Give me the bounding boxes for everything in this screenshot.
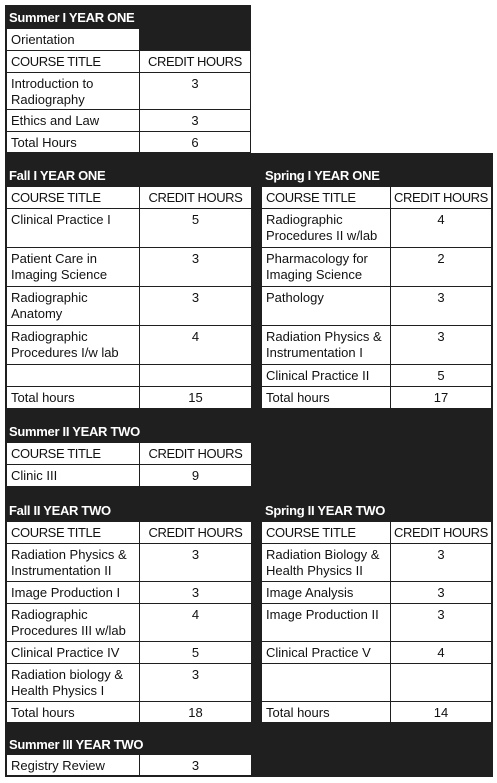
summer2-col-credit-hours: CREDIT HOURS [140, 443, 251, 464]
summer1-total-value: 6 [140, 132, 250, 152]
spring1-credit-3: 3 [391, 287, 491, 325]
spring2-credit-3: 3 [391, 604, 491, 641]
fall2-col-credit-hours: CREDIT HOURS [140, 522, 251, 543]
spring1-title: Spring I YEAR ONE [265, 168, 380, 183]
fall1-course-3: Radiographic Anatomy [7, 287, 139, 325]
fall1-empty-credit-cell [140, 365, 251, 386]
spring1-course-2: Pharmacology for Imaging Science [262, 248, 390, 286]
spring1-course-1: Radiographic Procedures II w/lab [262, 209, 390, 247]
fall1-credit-2: 3 [140, 248, 251, 286]
spring1-credit-2: 2 [391, 248, 491, 286]
summer2-credit-1: 9 [140, 465, 251, 486]
spring1-credit-4: 3 [391, 326, 491, 364]
fall1-credit-1: 5 [140, 209, 251, 247]
summer1-col-course-title: COURSE TITLE [7, 51, 139, 72]
summer1-course-2: Ethics and Law [7, 110, 139, 131]
fall2-title: Fall II YEAR TWO [9, 503, 111, 518]
fall2-course-5: Radiation biology & Health Physics I [7, 664, 139, 701]
spring2-course-1: Radiation Biology & Health Physics II [262, 544, 390, 581]
fall1-total-value: 15 [140, 387, 251, 408]
fall1-credit-3: 3 [140, 287, 251, 325]
spring1-total-label: Total hours [262, 387, 390, 408]
fall2-credit-5: 3 [140, 664, 251, 701]
spring2-col-course-title: COURSE TITLE [262, 522, 390, 543]
summer1-orientation: Orientation [7, 29, 139, 50]
spring2-title: Spring II YEAR TWO [265, 503, 386, 518]
spring1-total-value: 17 [391, 387, 491, 408]
fall2-course-3: Radiographic Procedures III w/lab [7, 604, 139, 641]
spring1-col-credit-hours: CREDIT HOURS [391, 187, 491, 208]
spring1-course-5: Clinical Practice II [262, 365, 390, 386]
spring2-course-2: Image Analysis [262, 582, 390, 603]
fall2-credit-3: 4 [140, 604, 251, 641]
fall1-empty-cell [7, 365, 139, 386]
summer2-title: Summer II YEAR TWO [9, 424, 140, 439]
summer3-credit-1: 3 [140, 755, 251, 775]
fall1-course-1: Clinical Practice I [7, 209, 139, 247]
fall2-total-value: 18 [140, 702, 251, 722]
summer1-title: Summer I YEAR ONE [9, 10, 135, 25]
spring1-col-course-title: COURSE TITLE [262, 187, 390, 208]
fall1-col-credit-hours: CREDIT HOURS [140, 187, 251, 208]
fall1-course-4: Radiographic Procedures I/w lab [7, 326, 139, 364]
fall1-course-2: Patient Care in Imaging Science [7, 248, 139, 286]
fall2-credit-2: 3 [140, 582, 251, 603]
fall2-course-2: Image Production I [7, 582, 139, 603]
spring2-course-3: Image Production II [262, 604, 390, 641]
spring2-credit-1: 3 [391, 544, 491, 581]
summer1-total-label: Total Hours [7, 132, 139, 152]
spring2-credit-4: 4 [391, 642, 491, 663]
fall2-credit-4: 5 [140, 642, 251, 663]
spring1-credit-1: 4 [391, 209, 491, 247]
summer2-col-course-title: COURSE TITLE [7, 443, 139, 464]
fall1-title: Fall I YEAR ONE [9, 168, 106, 183]
fall2-credit-1: 3 [140, 544, 251, 581]
spring2-empty-cell [262, 664, 390, 701]
fall1-credit-4: 4 [140, 326, 251, 364]
fall1-total-label: Total hours [7, 387, 139, 408]
spring2-total-value: 14 [391, 702, 491, 722]
fall2-total-label: Total hours [7, 702, 139, 722]
spring2-empty-credit-cell [391, 664, 491, 701]
summer1-credit-2: 3 [140, 110, 250, 131]
fall2-col-course-title: COURSE TITLE [7, 522, 139, 543]
spring1-course-3: Pathology [262, 287, 390, 325]
spring2-credit-2: 3 [391, 582, 491, 603]
summer3-title: Summer III YEAR TWO [9, 737, 144, 752]
spring1-credit-5: 5 [391, 365, 491, 386]
spring2-total-label: Total hours [262, 702, 390, 722]
spring2-course-4: Clinical Practice V [262, 642, 390, 663]
fall2-course-4: Clinical Practice IV [7, 642, 139, 663]
summer1-credit-1: 3 [140, 73, 250, 109]
summer1-col-credit-hours: CREDIT HOURS [140, 51, 250, 72]
spring1-course-4: Radiation Physics & Instrumentation I [262, 326, 390, 364]
fall1-col-course-title: COURSE TITLE [7, 187, 139, 208]
fall2-course-1: Radiation Physics & Instrumentation II [7, 544, 139, 581]
summer2-course-1: Clinic III [7, 465, 139, 486]
summer1-course-1: Introduction to Radiography [7, 73, 139, 109]
spring2-col-credit-hours: CREDIT HOURS [391, 522, 491, 543]
summer3-course-1: Registry Review [7, 755, 139, 775]
